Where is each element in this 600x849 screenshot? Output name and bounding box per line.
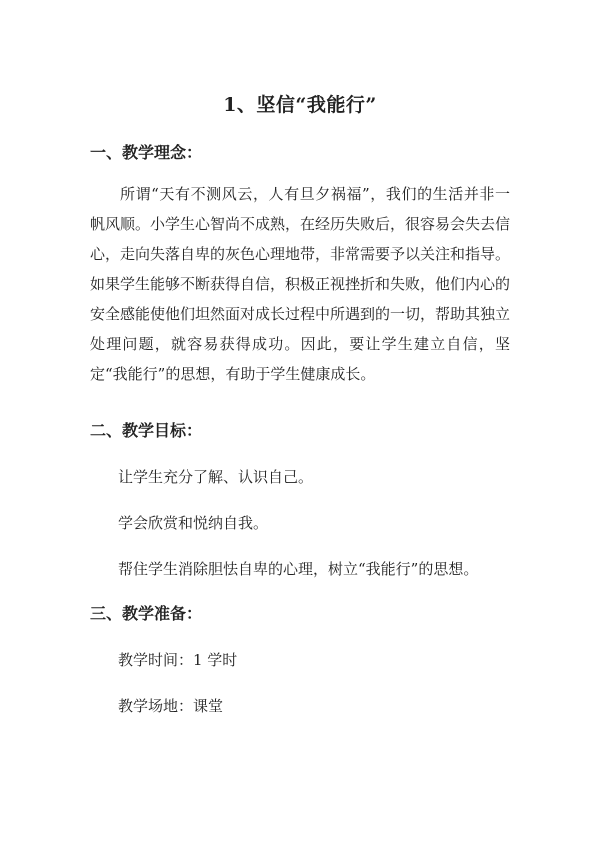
teaching-philosophy-paragraph: 所谓“天有不测风云，人有旦夕祸福”，我们的生活并非一帆风顺。小学生心智尚不成熟，在经历失败后，很容易会失去信心，走向失落自卑的灰色心理地带，非常需要予以关注和指导。如果学生能够不断获得自信，积极正视挫折和失败，他们内心的安全感能使他们坦然面对成长过程中所遇到的一切，帮助其独立处理问题，就容易获得成功。因此，要让学生建立自信，坚定“我能行”的思想，有助于学生健康成长。 xyxy=(90,185,511,383)
goal-item-3: 帮住学生消除胆怯自卑的心理，树立“我能行”的思想。 xyxy=(118,560,479,578)
preparation-item-venue: 教学场地：课堂 xyxy=(118,697,224,715)
preparation-item-time: 教学时间：1 学时 xyxy=(118,651,238,669)
section-heading-teaching-preparation: 三、教学准备： xyxy=(90,604,203,623)
section-heading-teaching-goals: 二、教学目标： xyxy=(90,421,203,440)
goal-item-1: 让学生充分了解、认识自己。 xyxy=(118,468,314,486)
document-title: 1、坚信“我能行” xyxy=(223,94,377,116)
section-heading-teaching-philosophy: 一、教学理念： xyxy=(90,143,203,162)
goal-item-2: 学会欣赏和悦纳自我。 xyxy=(118,514,269,532)
